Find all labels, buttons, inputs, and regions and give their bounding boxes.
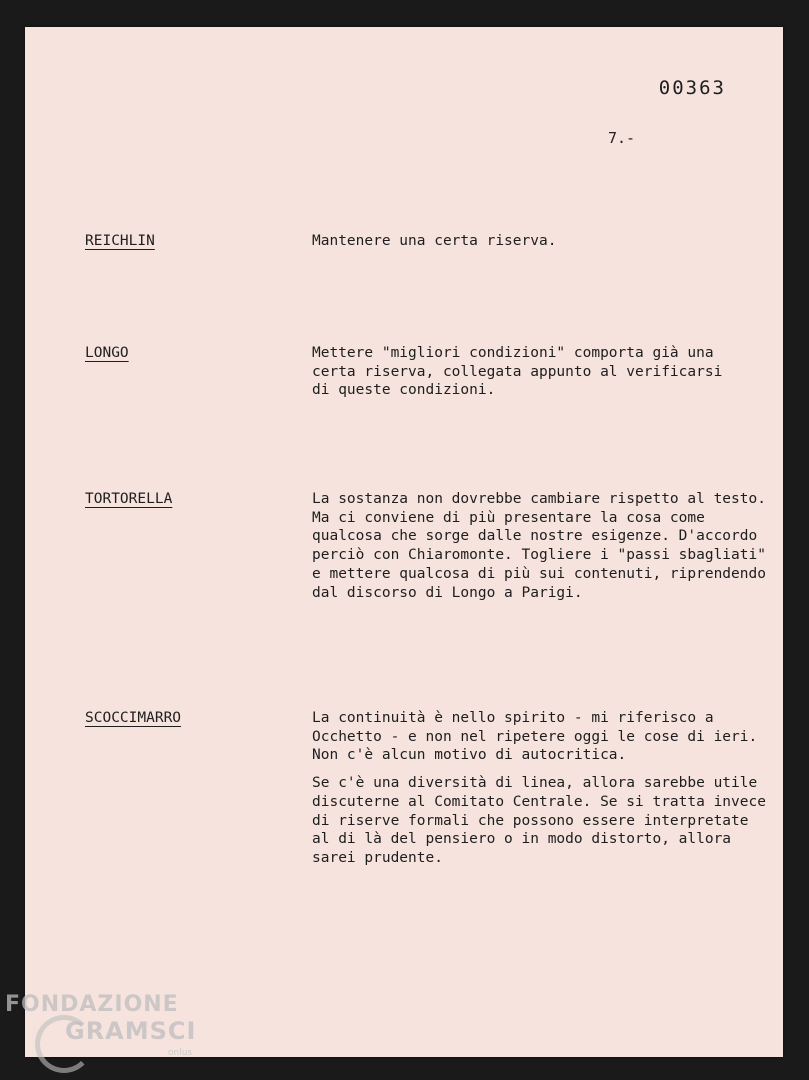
speech-paragraph: La sostanza non dovrebbe cambiare rispetto al testo. Ma ci conviene di più presentare la cosa come qualcosa che sorge dalle nostre esigenze. D'accordo perciò con Chiaromonte. Togliere i "passi sbagliati" e mettere qualcosa di più sui contenuti, riprendendo dal discorso di Longo a Parigi. [312, 491, 766, 601]
speech-paragraph: Mantenere una certa riserva. [312, 233, 557, 249]
watermark-suffix: onlus [168, 1048, 193, 1058]
fondazione-gramsci-watermark [5, 992, 197, 1058]
speech-tortorella [312, 490, 772, 611]
watermark-line2: GRAMSCI [65, 1017, 197, 1045]
speech-scoccimarro [312, 709, 772, 877]
speaker-reichlin: REICHLIN [85, 233, 155, 249]
speech-reichlin [312, 232, 772, 260]
speech-longo [312, 344, 732, 409]
speech-paragraph: Se c'è una diversità di linea, allora sarebbe utile discuterne al Comitato Centrale. Se si tratta invece di riserve formali che possono essere interpretate al di là del pensiero o in modo distorto, allora sarei prudente. [312, 775, 766, 866]
speaker-scoccimarro: SCOCCIMARRO [85, 710, 182, 726]
document-number: 00363 [658, 77, 726, 99]
watermark-line1: FONDAZIONE [5, 992, 179, 1017]
speech-paragraph: Mettere "migliori condizioni" comporta già una certa riserva, collegata appunto al verificarsi di queste condizioni. [312, 345, 723, 399]
speech-paragraph: La continuità è nello spirito - mi riferisco a Occhetto - e non nel ripetere oggi le cose di ieri. Non c'è alcun motivo di autocritica. [312, 710, 758, 764]
page-number: 7.- [608, 129, 636, 147]
document-page [25, 27, 783, 1057]
gramsci-g-logo-icon [35, 1015, 93, 1073]
speaker-longo: LONGO [85, 345, 129, 361]
speaker-tortorella: TORTORELLA [85, 491, 173, 507]
